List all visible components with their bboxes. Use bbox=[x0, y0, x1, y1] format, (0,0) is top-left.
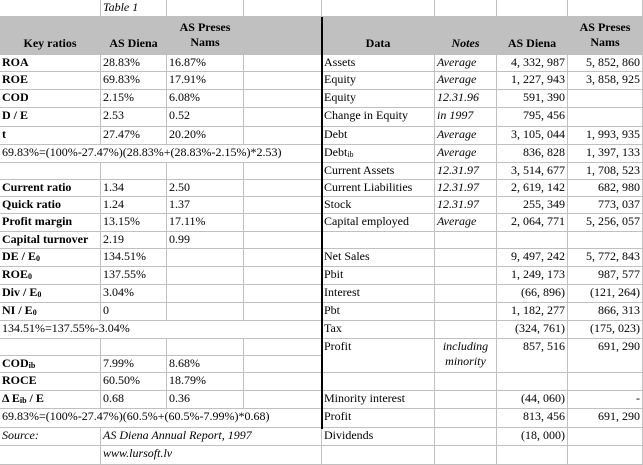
data-value-preses[interactable]: 866, 313 bbox=[568, 303, 643, 321]
ratio-value-preses[interactable]: 16.87% bbox=[167, 55, 244, 72]
data-label[interactable]: Change in Equity bbox=[322, 108, 435, 127]
data-label[interactable]: Stock bbox=[322, 197, 435, 214]
data-label[interactable]: Debt bbox=[322, 127, 435, 145]
data-note[interactable]: Average bbox=[435, 214, 497, 232]
data-value-diena[interactable]: (44, 060) bbox=[497, 391, 568, 409]
ratio-value-diena[interactable]: 60.50% bbox=[101, 373, 167, 391]
cell-blank[interactable] bbox=[167, 0, 244, 17]
cell-blank[interactable] bbox=[101, 163, 167, 180]
cell-blank[interactable] bbox=[497, 0, 568, 17]
subscript: 0 bbox=[36, 254, 41, 263]
cell-blank[interactable] bbox=[497, 232, 568, 249]
ratio-label[interactable]: Capital turnover bbox=[0, 232, 101, 249]
data-note[interactable]: Average bbox=[435, 55, 497, 72]
data-value-diena[interactable]: 813, 456 bbox=[497, 409, 568, 428]
ratio-value-preses[interactable]: 20.20% bbox=[167, 127, 244, 145]
data-label[interactable]: Dividends bbox=[322, 428, 435, 446]
ratio-value-diena[interactable]: 0 bbox=[101, 303, 167, 321]
data-value-diena[interactable]: 255, 349 bbox=[497, 197, 568, 214]
ratio-label-text: NI / E bbox=[2, 303, 33, 317]
data-value-diena[interactable]: 836, 828 bbox=[497, 145, 568, 163]
data-value-preses[interactable]: 1, 708, 523 bbox=[568, 163, 643, 180]
ratio-label[interactable] bbox=[0, 303, 101, 321]
data-note[interactable]: 12.31.97 bbox=[435, 180, 497, 197]
ratio-value-diena[interactable]: 13.15% bbox=[101, 214, 167, 232]
cell-blank[interactable] bbox=[244, 267, 322, 285]
data-value-diena[interactable]: 591, 390 bbox=[497, 90, 568, 108]
ratio-label[interactable] bbox=[0, 285, 101, 303]
data-note[interactable]: Average bbox=[435, 127, 497, 145]
data-value-preses[interactable]: 5, 852, 860 bbox=[568, 55, 643, 72]
cell-blank[interactable] bbox=[244, 90, 322, 108]
formula-roce[interactable]: 69.83%=(100%-27.47%)(60.5%+(60.5%-7.99%)*0.68) bbox=[0, 409, 322, 428]
cell-blank[interactable] bbox=[244, 391, 322, 409]
note-line: including bbox=[442, 339, 489, 353]
data-label[interactable]: Current Liabilities bbox=[322, 180, 435, 197]
data-label[interactable]: Minority interest bbox=[322, 391, 435, 409]
data-value-preses[interactable]: 1, 993, 935 bbox=[568, 127, 643, 145]
cell-blank[interactable] bbox=[167, 249, 244, 267]
data-note[interactable]: 12.31.97 bbox=[435, 163, 497, 180]
ratio-label-suffix: / E bbox=[26, 391, 44, 405]
data-value-diena[interactable]: 2, 064, 771 bbox=[497, 214, 568, 232]
data-label[interactable]: Tax bbox=[322, 321, 435, 339]
cell-blank[interactable] bbox=[167, 303, 244, 321]
data-label[interactable]: Pbit bbox=[322, 267, 435, 285]
data-label[interactable]: Assets bbox=[322, 55, 435, 72]
subscript: 0 bbox=[28, 272, 33, 281]
ratio-value-diena[interactable]: 69.83% bbox=[101, 72, 167, 90]
source-label[interactable]: Source: bbox=[0, 428, 101, 446]
data-note[interactable] bbox=[435, 321, 497, 339]
data-note[interactable]: Average bbox=[435, 72, 497, 90]
data-value-diena[interactable]: 857, 516 bbox=[497, 339, 568, 373]
ratio-label[interactable]: Current ratio bbox=[0, 180, 101, 197]
data-value-diena[interactable]: (18, 000) bbox=[497, 428, 568, 446]
cell-blank[interactable] bbox=[0, 0, 101, 17]
data-value-preses[interactable]: 5, 256, 057 bbox=[568, 214, 643, 232]
formula-roe[interactable]: 69.83%=(100%-27.47%)(28.83%+(28.83%-2.15%)*2.53) bbox=[0, 145, 322, 163]
ratio-value-diena[interactable]: 7.99% bbox=[101, 356, 167, 373]
ratio-label[interactable]: t bbox=[0, 127, 101, 145]
ratio-value-diena[interactable]: 1.34 bbox=[101, 180, 167, 197]
ratio-label[interactable] bbox=[0, 267, 101, 285]
cell-blank[interactable] bbox=[244, 163, 322, 180]
data-note[interactable]: 12.31.97 bbox=[435, 197, 497, 214]
cell-blank[interactable] bbox=[167, 163, 244, 180]
data-note[interactable]: Average bbox=[435, 145, 497, 163]
website[interactable]: www.lursoft.lv bbox=[101, 446, 322, 465]
data-label[interactable]: Equity bbox=[322, 72, 435, 90]
header-as-preses-nams[interactable] bbox=[167, 17, 244, 55]
data-value-preses[interactable]: 773, 037 bbox=[568, 197, 643, 214]
data-label[interactable]: Profit bbox=[322, 409, 435, 428]
data-note[interactable] bbox=[435, 303, 497, 321]
ratio-value-diena[interactable]: 134.51% bbox=[101, 249, 167, 267]
subscript: ib bbox=[19, 396, 27, 405]
data-label[interactable]: Current Assets bbox=[322, 163, 435, 180]
subscript: ib bbox=[347, 150, 354, 159]
ratio-label[interactable]: ROA bbox=[0, 55, 101, 72]
cell-blank[interactable] bbox=[568, 232, 643, 249]
cell-blank[interactable] bbox=[435, 232, 497, 249]
cell-blank[interactable] bbox=[244, 373, 322, 391]
cell-blank[interactable] bbox=[568, 373, 643, 391]
data-value-preses[interactable]: 5, 772, 843 bbox=[568, 249, 643, 267]
cell-blank[interactable] bbox=[244, 55, 322, 72]
cell-blank[interactable] bbox=[244, 72, 322, 90]
ratio-value-preses[interactable]: 0.36 bbox=[167, 391, 244, 409]
ratio-value-preses[interactable]: 18.79% bbox=[167, 373, 244, 391]
ratio-value-preses[interactable]: 17.91% bbox=[167, 72, 244, 90]
ratio-value-diena[interactable]: 28.83% bbox=[101, 55, 167, 72]
header-line: AS Preses bbox=[179, 20, 231, 34]
cell-blank[interactable] bbox=[167, 285, 244, 303]
data-value-preses[interactable] bbox=[568, 90, 643, 108]
cell-blank[interactable] bbox=[244, 180, 322, 197]
ratio-label[interactable]: Quick ratio bbox=[0, 197, 101, 214]
data-value-diena[interactable]: 2, 619, 142 bbox=[497, 180, 568, 197]
data-value-preses[interactable]: 987, 577 bbox=[568, 267, 643, 285]
data-label[interactable]: Profit bbox=[322, 339, 435, 373]
subscript: 0 bbox=[37, 290, 42, 299]
ratio-label[interactable]: COD bbox=[0, 90, 101, 108]
ratio-label[interactable] bbox=[0, 249, 101, 267]
data-value-diena[interactable]: 3, 514, 677 bbox=[497, 163, 568, 180]
data-value-preses[interactable]: 682, 980 bbox=[568, 180, 643, 197]
data-value-diena[interactable]: (324, 761) bbox=[497, 321, 568, 339]
cell-blank[interactable] bbox=[322, 446, 435, 465]
cell-blank[interactable] bbox=[244, 214, 322, 232]
cell-blank[interactable] bbox=[101, 339, 167, 356]
table-label[interactable]: Table 1 bbox=[101, 0, 167, 17]
data-label[interactable]: Pbt bbox=[322, 303, 435, 321]
ratio-label-text: Δ E bbox=[2, 391, 20, 405]
data-label[interactable]: Net Sales bbox=[322, 249, 435, 267]
cell-blank[interactable] bbox=[167, 339, 244, 356]
cell-blank[interactable] bbox=[244, 0, 322, 17]
cell-blank[interactable] bbox=[244, 108, 322, 127]
ratio-value-preses[interactable]: 17.11% bbox=[167, 214, 244, 232]
cell-blank[interactable] bbox=[0, 163, 101, 180]
data-value-preses[interactable] bbox=[568, 108, 643, 127]
ratio-value-preses[interactable]: 0.99 bbox=[167, 232, 244, 249]
ratio-label-text: DE / E bbox=[2, 249, 37, 263]
cell-blank[interactable] bbox=[568, 0, 643, 17]
ratio-value-diena[interactable]: 0.68 bbox=[101, 391, 167, 409]
cell-blank[interactable] bbox=[435, 391, 497, 409]
ratio-value-diena[interactable]: 2.15% bbox=[101, 90, 167, 108]
data-value-preses[interactable]: 3, 858, 925 bbox=[568, 72, 643, 90]
data-note[interactable] bbox=[435, 249, 497, 267]
ratio-value-diena[interactable]: 2.53 bbox=[101, 108, 167, 127]
cell-blank[interactable] bbox=[322, 0, 435, 17]
cell-blank[interactable] bbox=[244, 356, 322, 373]
data-note[interactable] bbox=[435, 267, 497, 285]
data-value-preses[interactable]: 691, 290 bbox=[568, 339, 643, 373]
cell-blank[interactable] bbox=[244, 303, 322, 321]
header-key-ratios[interactable]: Key ratios bbox=[0, 17, 101, 55]
ratio-label[interactable]: ROE bbox=[0, 72, 101, 90]
data-label[interactable]: Interest bbox=[322, 285, 435, 303]
ratio-value-diena[interactable]: 27.47% bbox=[101, 127, 167, 145]
source-value[interactable]: AS Diena Annual Report, 1997 bbox=[101, 428, 322, 446]
ratio-label[interactable]: ROCE bbox=[0, 373, 101, 391]
ratio-value-preses[interactable]: 2.50 bbox=[167, 180, 244, 197]
data-value-diena[interactable]: 1, 227, 943 bbox=[497, 72, 568, 90]
cell-blank[interactable] bbox=[244, 232, 322, 249]
ratio-value-preses[interactable]: 1.37 bbox=[167, 197, 244, 214]
cell-blank[interactable] bbox=[497, 373, 568, 391]
ratio-value-diena[interactable]: 137.55% bbox=[101, 267, 167, 285]
header-as-preses-nams-right[interactable] bbox=[568, 17, 643, 55]
cell-blank[interactable] bbox=[435, 428, 497, 446]
formula-dividend[interactable]: 134.51%=137.55%-3.04% bbox=[0, 321, 322, 339]
ratio-label-text: COD bbox=[2, 356, 29, 370]
data-value-preses[interactable] bbox=[568, 428, 643, 446]
ratio-label[interactable]: D / E bbox=[0, 108, 101, 127]
ratio-value-preses[interactable]: 8.68% bbox=[167, 356, 244, 373]
ratio-label[interactable]: Profit margin bbox=[0, 214, 101, 232]
data-value-preses[interactable]: 691, 290 bbox=[568, 409, 643, 428]
cell-blank[interactable] bbox=[435, 373, 497, 391]
ratio-label[interactable] bbox=[0, 356, 101, 373]
ratio-value-diena[interactable]: 2.19 bbox=[101, 232, 167, 249]
data-value-preses[interactable]: (121, 264) bbox=[568, 285, 643, 303]
header-notes[interactable]: Notes bbox=[435, 17, 497, 55]
cell-blank[interactable] bbox=[435, 409, 497, 428]
data-label[interactable] bbox=[322, 145, 435, 163]
header-line: AS Preses bbox=[579, 20, 631, 34]
cell-blank[interactable] bbox=[568, 446, 643, 465]
section-divider bbox=[321, 17, 323, 429]
cell-blank[interactable] bbox=[244, 339, 322, 356]
data-value-diena[interactable]: 795, 456 bbox=[497, 108, 568, 127]
data-value-diena[interactable]: 3, 105, 044 bbox=[497, 127, 568, 145]
data-value-diena[interactable]: 4, 332, 987 bbox=[497, 55, 568, 72]
ratio-value-diena[interactable]: 1.24 bbox=[101, 197, 167, 214]
cell-blank[interactable] bbox=[0, 446, 101, 465]
cell-blank[interactable] bbox=[167, 267, 244, 285]
header-blank[interactable] bbox=[244, 17, 322, 55]
cell-blank[interactable] bbox=[244, 127, 322, 145]
ratio-value-diena[interactable]: 3.04% bbox=[101, 285, 167, 303]
cell-blank[interactable] bbox=[244, 197, 322, 214]
cell-blank[interactable] bbox=[497, 446, 568, 465]
subscript: 0 bbox=[32, 308, 37, 317]
cell-blank[interactable] bbox=[435, 0, 497, 17]
header-data[interactable]: Data bbox=[322, 17, 435, 55]
cell-blank[interactable] bbox=[244, 249, 322, 267]
data-note[interactable]: in 1997 bbox=[435, 108, 497, 127]
ratio-label-text: ROE bbox=[2, 267, 29, 281]
cell-blank[interactable] bbox=[435, 446, 497, 465]
data-value-diena[interactable]: (66, 896) bbox=[497, 285, 568, 303]
data-note[interactable] bbox=[435, 339, 497, 373]
data-value-preses[interactable]: - bbox=[568, 391, 643, 409]
note-line: minority bbox=[445, 354, 486, 368]
cell-blank[interactable] bbox=[0, 339, 101, 356]
cell-blank[interactable] bbox=[322, 232, 435, 249]
ratio-value-preses[interactable]: 6.08% bbox=[167, 90, 244, 108]
data-label-text: Debt bbox=[324, 145, 348, 159]
data-note[interactable] bbox=[435, 285, 497, 303]
subscript: ib bbox=[28, 361, 36, 370]
data-value-diena[interactable]: 1, 249, 173 bbox=[497, 267, 568, 285]
data-label[interactable]: Equity bbox=[322, 90, 435, 108]
header-as-diena-right[interactable]: AS Diena bbox=[497, 17, 568, 55]
data-value-preses[interactable]: 1, 397, 133 bbox=[568, 145, 643, 163]
cell-blank[interactable] bbox=[244, 285, 322, 303]
header-as-diena[interactable]: AS Diena bbox=[101, 17, 167, 55]
cell-blank[interactable] bbox=[322, 373, 435, 391]
ratio-label-text: Div / E bbox=[2, 285, 38, 299]
ratio-value-preses[interactable]: 0.52 bbox=[167, 108, 244, 127]
header-line: Nams bbox=[590, 35, 620, 49]
header-line: Nams bbox=[190, 35, 220, 49]
ratio-label[interactable] bbox=[0, 391, 101, 409]
data-label[interactable]: Capital employed bbox=[322, 214, 435, 232]
data-value-preses[interactable]: (175, 023) bbox=[568, 321, 643, 339]
data-value-diena[interactable]: 1, 182, 277 bbox=[497, 303, 568, 321]
data-value-diena[interactable]: 9, 497, 242 bbox=[497, 249, 568, 267]
data-note[interactable]: 12.31.96 bbox=[435, 90, 497, 108]
